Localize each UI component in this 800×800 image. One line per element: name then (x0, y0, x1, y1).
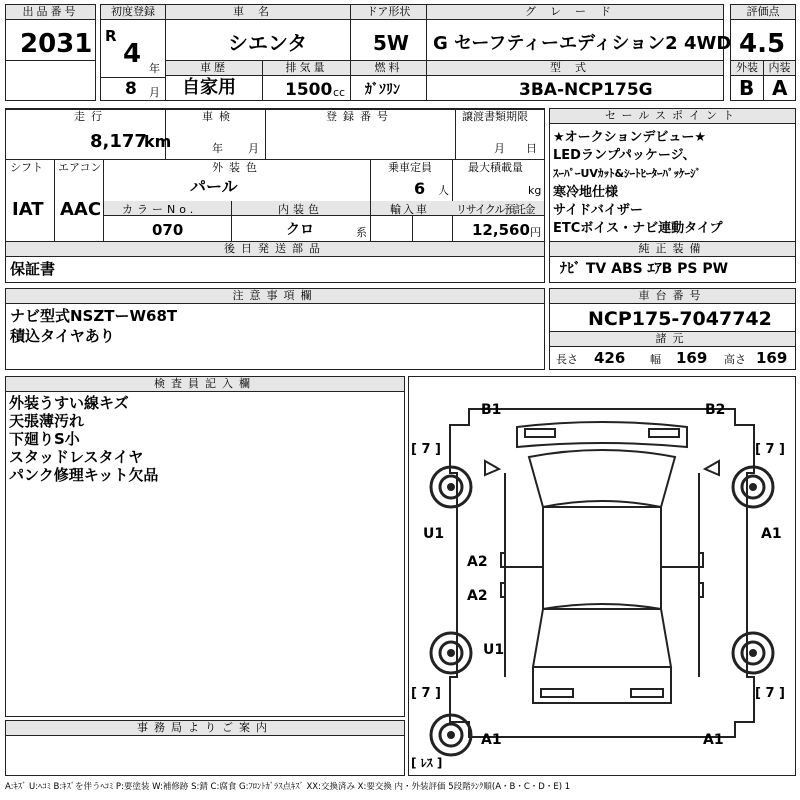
interior-value: A (772, 76, 788, 100)
damage-b2: B2 (705, 402, 726, 418)
damage-diagram (408, 376, 796, 776)
recycle-value: 12,560 (472, 221, 530, 239)
displacement-cell (262, 60, 351, 101)
displacement-label: 排気量 (263, 61, 350, 76)
recycle-label: リサイクル預託金 (456, 203, 535, 216)
color-value: パール (190, 177, 238, 196)
chassis-cell (549, 288, 796, 370)
damage-a1-bottom-left: A1 (481, 732, 502, 748)
lot-no-cell (5, 4, 96, 61)
capacity-label: 乗車定員 (388, 161, 432, 174)
exterior-label: 外装 (731, 61, 763, 76)
history-value: 自家用 (182, 77, 236, 98)
car-name-label: 車名 (166, 5, 350, 20)
deadline-month-unit: 月 (494, 142, 505, 155)
shift-label: シフト (10, 161, 43, 174)
car-outline-diagram (409, 377, 795, 775)
mileage-label: 走行 (74, 110, 108, 123)
plate-label: 登録番号 (326, 110, 394, 123)
height-label: 高さ (724, 353, 746, 366)
inspector-line: 下廻りS小 (9, 430, 80, 448)
insp-year-unit: 年 (212, 142, 223, 155)
later-parts-cell (5, 241, 545, 283)
sales-points-label: セールスポイント (550, 109, 795, 124)
mileage-unit: km (144, 132, 172, 151)
length-label: 長さ (556, 353, 578, 366)
score-value: 4.5 (739, 29, 786, 59)
load-label: 最大積載量 (468, 161, 523, 174)
exterior-value: B (739, 76, 755, 100)
inspector-cell (5, 376, 405, 717)
later-parts-label: 後日発送部品 (6, 242, 544, 257)
capacity-unit: 人 (438, 184, 449, 197)
ac-value: AAC (60, 199, 102, 220)
damage-a1-right-front: A1 (761, 526, 782, 542)
int-color-label: 内装色 (278, 203, 323, 216)
first-reg-label: 初度登録 (101, 5, 165, 20)
tire-fr: [ 7 ] (755, 442, 785, 457)
model-label: 型式 (427, 61, 723, 76)
sales-point-line: サイドバイザー (553, 203, 643, 218)
history-cell (165, 60, 263, 101)
deadline-label: 譲渡書類期限 (462, 110, 528, 123)
interior-label: 内装 (764, 61, 795, 76)
sales-point-line: LEDランプパッケージ、 (553, 148, 696, 163)
interior-grade-cell (763, 60, 796, 101)
chassis-value: NCP175-7047742 (588, 308, 772, 330)
int-color-value: クロ (286, 222, 314, 238)
insp-month-unit: 月 (248, 142, 259, 155)
model-value: 3BA-NCP175G (519, 80, 653, 100)
capacity-value: 6 (414, 179, 426, 198)
legend: A:ｷｽﾞ U:ﾍｺﾐ B:ｷｽﾞを伴うﾍｺﾐ P:要塗装 W:補修跡 S:錆 C:腐食 G:ﾌﾛﾝﾄｶﾞﾗｽ点ｷｽﾞ XX:交換済み X:要交換 内・外装評価 5段階ﾗﾝｸ順(A・B・C・D・E) 1 (5, 782, 571, 792)
score-label: 評価点 (731, 5, 795, 20)
inspector-line: パンク修理キット欠品 (9, 466, 159, 484)
era: R (105, 27, 117, 45)
damage-a1-bottom-right: A1 (703, 732, 724, 748)
fuel-value: ｶﾞｿﾘﾝ (365, 82, 400, 98)
later-parts-value: 保証書 (10, 260, 56, 278)
shift-value: IAT (12, 199, 44, 220)
door-cell (350, 4, 427, 61)
equipment-cell (549, 241, 796, 283)
chassis-label: 車台番号 (550, 289, 795, 304)
notes-cell (5, 288, 545, 370)
color-label: 外装色 (212, 161, 263, 174)
inspector-line: スタッドレスタイヤ (9, 448, 144, 466)
lot-no-blank-cell (5, 60, 96, 101)
height-value: 169 (756, 349, 788, 367)
fuel-label: 燃料 (351, 61, 426, 76)
mileage-value: 8,177 (90, 131, 147, 152)
damage-a2-rear-door: A2 (467, 588, 488, 604)
recycle-unit: 円 (530, 226, 541, 239)
spare-tire: [ ﾚｽ ] (411, 756, 443, 770)
grade-label: グレード (427, 5, 723, 20)
lot-no-value: 2031 (20, 29, 93, 59)
int-color-unit: 系 (356, 226, 367, 239)
office-label: 事務局よりご案内 (6, 721, 404, 736)
length-value: 426 (594, 349, 626, 367)
reg-year-unit: 年 (149, 62, 160, 75)
car-name-value: シエンタ (228, 31, 308, 55)
sales-point-line: ｽｰﾊﾟｰUVｶｯﾄ&ｼｰﾄﾋｰﾀｰﾊﾟｯｹｰｼﾞ (553, 167, 702, 180)
width-label: 幅 (650, 353, 661, 366)
history-label: 車歴 (166, 61, 262, 76)
damage-u1-left: U1 (423, 526, 445, 542)
door-label: ドア形状 (351, 5, 426, 20)
tire-rr: [ 7 ] (755, 686, 785, 701)
displacement-value: 1500 (285, 80, 333, 100)
reg-month-unit: 月 (149, 86, 160, 99)
load-unit: kg (528, 184, 542, 197)
dims-label: 諸元 (550, 331, 795, 347)
sales-points-cell (549, 108, 796, 242)
exterior-grade-cell (730, 60, 764, 101)
first-registration-cell (100, 4, 166, 101)
model-cell (426, 60, 724, 101)
notes-line: 積込タイヤあり (10, 327, 115, 345)
damage-a2-front-door: A2 (467, 554, 488, 570)
import-label: 輸入車 (390, 203, 429, 216)
sales-point-line: ETCボイス・ナビ連動タイプ (553, 221, 723, 236)
spec-block (5, 108, 545, 242)
fuel-cell (350, 60, 427, 101)
score-cell (730, 4, 796, 61)
grade-value: G セーフティーエディション2 4WD (433, 33, 732, 54)
tire-rl: [ 7 ] (411, 686, 441, 701)
inspection-label: 車検 (202, 110, 236, 123)
inspector-label: 検査員記入欄 (6, 377, 404, 392)
car-name-cell (165, 4, 351, 61)
color-no-value: 070 (152, 221, 184, 239)
damage-u1-rear-left: U1 (483, 642, 505, 658)
damage-b1: B1 (481, 402, 502, 418)
reg-month: 8 (125, 79, 137, 99)
tire-fl: [ 7 ] (411, 442, 441, 457)
equipment-label: 純正装備 (550, 242, 795, 257)
inspector-line: 天張薄汚れ (9, 412, 85, 430)
reg-year: 4 (123, 39, 142, 69)
sales-point-line: ★オークションデビュー★ (553, 130, 707, 145)
lot-no-label: 出品番号 (6, 5, 95, 20)
grade-cell (426, 4, 732, 61)
inspector-line: 外装うすい線キズ (9, 394, 129, 412)
deadline-day-unit: 日 (526, 142, 537, 155)
color-no-label: カラーNo. (122, 203, 198, 216)
width-value: 169 (676, 349, 708, 367)
notes-label: 注意事項欄 (6, 289, 544, 304)
notes-line: ナビ型式NSZTーW68T (10, 307, 178, 325)
office-cell (5, 720, 405, 776)
displacement-unit: cc (333, 86, 346, 99)
ac-label: エアコン (58, 161, 102, 174)
door-value: 5W (373, 31, 409, 55)
sales-point-line: 寒冷地仕様 (553, 185, 619, 200)
equipment-value: ﾅﾋﾞ TV ABS ｴｱB PS PW (560, 261, 729, 277)
